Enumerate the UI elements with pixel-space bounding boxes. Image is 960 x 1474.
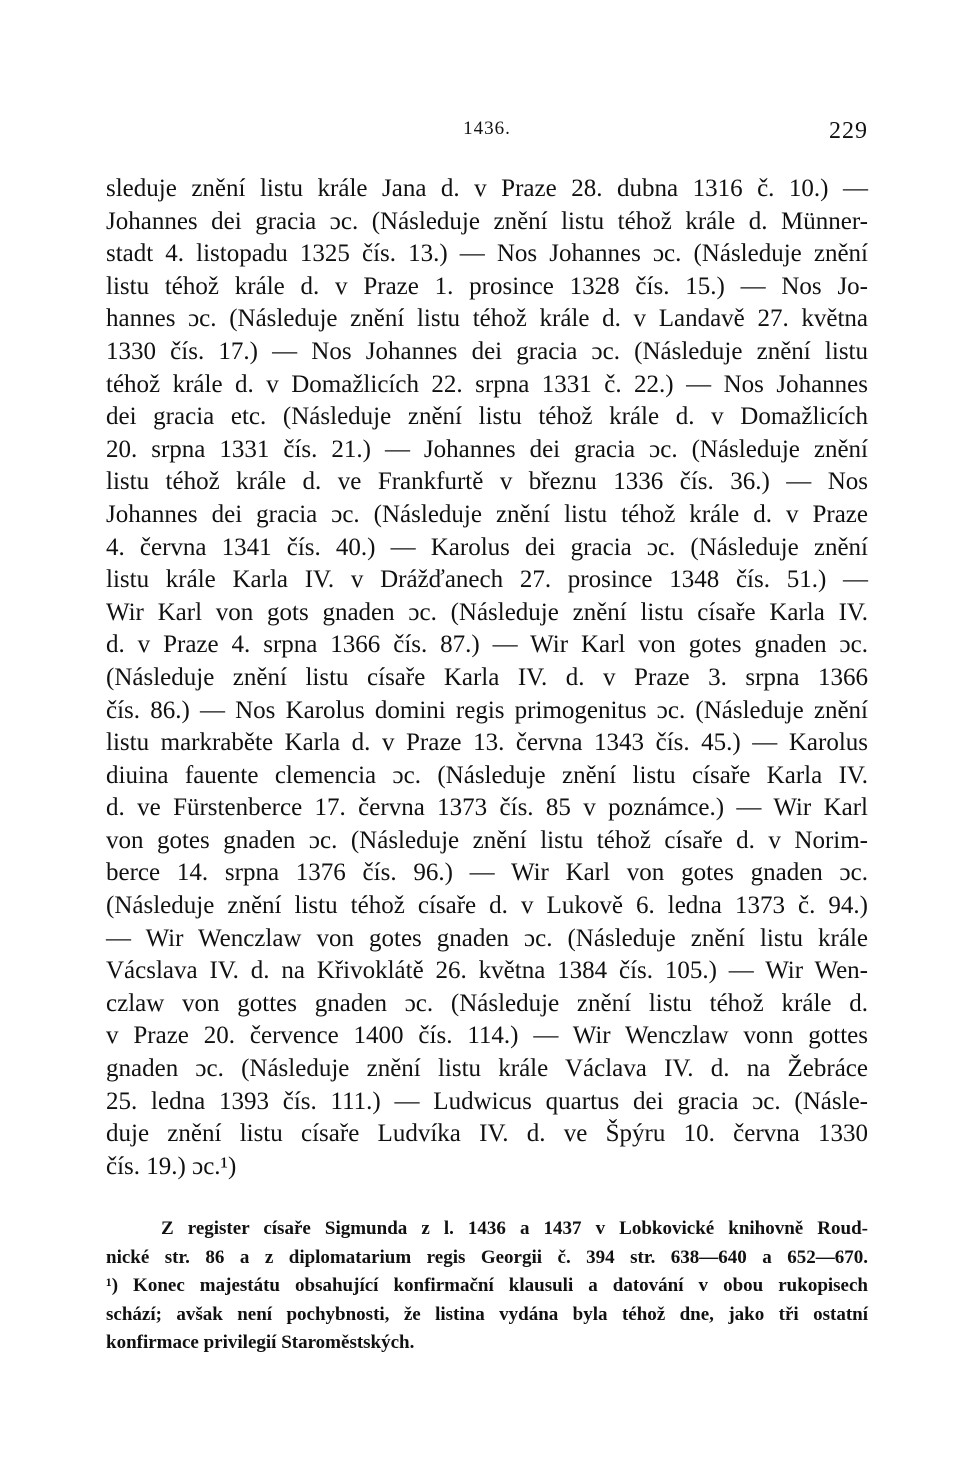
text-line: duje znění listu císaře Ludvíka IV. d. ve Špýru 10. června 1330 <box>106 1120 868 1148</box>
text-line: stadt 4. listopadu 1325 čís. 13.) — Nos Johannes ɔc. (Následuje znění <box>106 240 868 268</box>
footnotes <box>106 1215 868 1358</box>
text-line: Johannes dei gracia ɔc. (Následuje znění listu téhož krále d. Münner- <box>106 207 868 235</box>
main-text <box>106 173 868 1183</box>
text-line: Vácslava IV. d. na Křivoklátě 26. května 1384 čís. 105.) — Wir Wen- <box>106 957 868 985</box>
text-line: listu markraběte Karla d. v Praze 13. června 1343 čís. 45.) — Karolus <box>106 729 868 757</box>
running-head-year: 1436. <box>463 118 511 139</box>
text-line: gnaden ɔc. (Následuje znění listu krále Václava IV. d. na Žebráce <box>106 1055 868 1083</box>
text-line: 1330 čís. 17.) — Nos Johannes dei gracia ɔc. (Následuje znění listu <box>106 337 868 365</box>
text-line: sleduje znění listu krále Jana d. v Praze 28. dubna 1316 č. 10.) — <box>106 175 868 202</box>
text-line: 20. srpna 1331 čís. 21.) — Johannes dei gracia ɔc. (Následuje znění <box>106 435 868 463</box>
footnote-line: konfirmace privilegií Staroměstských. <box>106 1332 415 1354</box>
text-line: listu téhož krále d. ve Frankfurtě v březnu 1336 čís. 36.) — Nos <box>106 468 868 496</box>
text-line: dei gracia etc. (Následuje znění listu téhož krále d. v Domažlicích <box>106 403 868 431</box>
text-line: 25. ledna 1393 čís. 111.) — Ludwicus quartus dei gracia ɔc. (Násle- <box>106 1087 868 1115</box>
text-line: czlaw von gottes gnaden ɔc. (Následuje znění listu téhož krále d. <box>106 989 868 1017</box>
text-line: čís. 19.) ɔc.¹) <box>106 1152 237 1180</box>
text-line: diuina fauente clemencia ɔc. (Následuje znění listu císaře Karla IV. <box>106 761 868 789</box>
text-line: von gotes gnaden ɔc. (Následuje znění listu téhož císaře d. v Norim- <box>106 826 868 854</box>
text-line: v Praze 20. července 1400 čís. 114.) — Wir Wenczlaw vonn gottes <box>106 1022 868 1050</box>
footnote-line: schází; avšak není pochybnosti, že listina vydána byla téhož dne, jako tři ostatní <box>106 1303 868 1325</box>
text-line: hannes ɔc. (Následuje znění listu téhož krále d. v Landavě 27. května <box>106 305 868 333</box>
text-line: d. ve Fürstenberce 17. června 1373 čís. 85 v poznámce.) — Wir Karl <box>106 794 868 822</box>
footnote-line: ¹) Konec majestátu obsahující konfirmační klausuli a datování v obou rukopisech <box>106 1275 868 1297</box>
page-number: 229 <box>829 118 868 144</box>
text-line: d. v Praze 4. srpna 1366 čís. 87.) — Wir Karl von gotes gnaden ɔc. <box>106 631 868 659</box>
text-line: Wir Karl von gots gnaden ɔc. (Následuje znění listu císaře Karla IV. <box>106 598 868 626</box>
text-line: listu téhož krále d. v Praze 1. prosince 1328 čís. 15.) — Nos Jo- <box>106 272 868 300</box>
text-line: — Wir Wenczlaw von gotes gnaden ɔc. (Následuje znění listu krále <box>106 924 868 952</box>
source-note-line: Z register císaře Sigmunda z l. 1436 a 1437 v Lobkovické knihovně Roud- <box>161 1218 868 1239</box>
text-line: téhož krále d. v Domažlicích 22. srpna 1331 č. 22.) — Nos Johannes <box>106 370 868 398</box>
text-line: (Následuje znění listu císaře Karla IV. d. v Praze 3. srpna 1366 <box>106 663 868 691</box>
text-line: (Následuje znění listu téhož císaře d. v Lukově 6. ledna 1373 č. 94.) <box>106 892 868 920</box>
text-line: čís. 86.) — Nos Karolus domini regis primogenitus ɔc. (Následuje znění <box>106 696 868 724</box>
text-line: Johannes dei gracia ɔc. (Následuje znění listu téhož krále d. v Praze <box>106 500 868 528</box>
source-note-line: nické str. 86 a z diplomatarium regis Georgii č. 394 str. 638—640 a 652—670. <box>106 1246 868 1268</box>
text-line: 4. června 1341 čís. 40.) — Karolus dei gracia ɔc. (Následuje znění <box>106 533 868 561</box>
page-header <box>106 118 868 148</box>
text-line: berce 14. srpna 1376 čís. 96.) — Wir Karl von gotes gnaden ɔc. <box>106 859 868 887</box>
text-line: listu krále Karla IV. v Drážďanech 27. prosince 1348 čís. 51.) — <box>106 566 868 594</box>
